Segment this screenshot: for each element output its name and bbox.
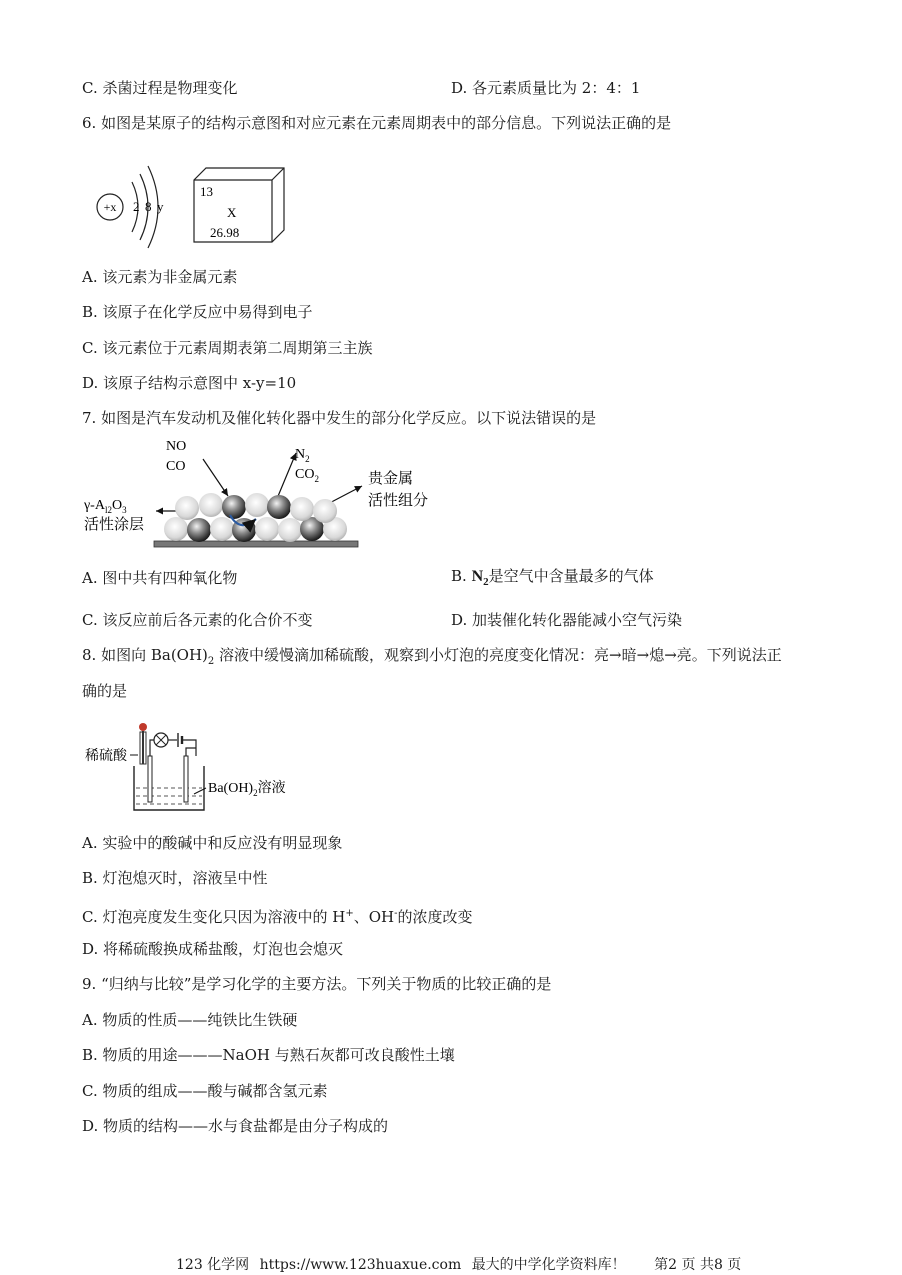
atom-structure-figure — [88, 160, 298, 250]
cell-symbol: X — [227, 205, 237, 220]
label-active-coating: 活性涂层 — [84, 515, 145, 533]
q8-stem-line2: 确的是 — [82, 682, 128, 700]
q6-option-b: B. 该原子在化学反应中易得到电子 — [82, 303, 313, 321]
conductivity-apparatus-figure — [82, 718, 312, 818]
q6-stem: 6. 如图是某原子的结构示意图和对应元素在元素周期表中的部分信息。下列说法正确的是 — [82, 114, 672, 132]
label-precious-metal: 贵金属 — [368, 469, 414, 487]
q6-option-c: C. 该元素位于元素周期表第二周期第三主族 — [82, 339, 373, 357]
q8-option-a: A. 实验中的酸碱中和反应没有明显现象 — [82, 834, 343, 852]
q5-option-c: C. 杀菌过程是物理变化 — [82, 79, 238, 97]
shell-2-electrons: 8 — [145, 199, 152, 214]
label-alumina: $\gamma-A_{l2}O_3$ — [84, 498, 127, 515]
footer-slogan: 最大的中学化学资料库！ — [471, 1257, 626, 1273]
q5-option-d: D. 各元素质量比为 2：4：1 — [451, 79, 641, 97]
shell-1-electrons: 2 — [133, 199, 140, 214]
q7-option-b: B. $N_2$是空气中含量最多的气体 — [451, 567, 654, 588]
q8-option-d: D. 将稀硫酸换成稀盐酸，灯泡也会熄灭 — [82, 940, 344, 958]
output-n2: N — [295, 447, 306, 462]
footer-site: 123 化学网 — [176, 1257, 250, 1273]
q7-option-a: A. 图中共有四种氧化物 — [82, 569, 238, 587]
q9-option-c: C. 物质的组成——酸与碱都含氢元素 — [82, 1082, 328, 1100]
q7-option-d: D. 加装催化转化器能减小空气污染 — [451, 611, 683, 629]
q9-stem: 9. “归纳与比较”是学习化学的主要方法。下列关于物质的比较正确的是 — [82, 975, 552, 993]
q6-option-d: D. 该原子结构示意图中 x-y=10 — [82, 374, 297, 392]
q9-option-d: D. 物质的结构——水与食盐都是由分子构成的 — [82, 1117, 389, 1135]
output-co2: CO — [295, 467, 315, 482]
svg-text:CO2: $CO_2$ — [295, 467, 319, 484]
label-dilute-sulfuric-acid: 稀硫酸 — [85, 748, 127, 764]
q8-option-b: B. 灯泡熄灭时，溶液呈中性 — [82, 869, 268, 887]
q7-option-c: C. 该反应前后各元素的化合价不变 — [82, 611, 313, 629]
label-active-component: 活性组分 — [368, 491, 429, 509]
cell-atomic-number: 13 — [200, 184, 213, 199]
q8-option-c: C. 灯泡亮度发生变化只因为溶液中的 H+、OH-的浓度改变 — [82, 908, 473, 926]
q8-stem: 8. 如图向 $Ba(OH)_2$ 溶液中缓慢滴加稀硫酸，观察到小灯泡的亮度变化情况：亮→暗→熄→亮。下列说法正 — [82, 646, 782, 667]
shell-3-electrons: y — [157, 199, 164, 214]
input-no: NO — [166, 439, 187, 454]
nucleus-label: +x — [103, 200, 117, 214]
svg-text:N2: $N_2$ — [295, 447, 310, 464]
label-baoh2-solution: $Ba(OH)_2$溶液 — [208, 780, 286, 798]
page-footer — [176, 1254, 747, 1274]
footer-page-number: 第2 页 共8 页 — [654, 1257, 742, 1273]
q9-option-a: A. 物质的性质——纯铁比生铁硬 — [82, 1011, 298, 1029]
cell-atomic-mass: 26.98 — [210, 225, 240, 240]
input-co: CO — [166, 459, 186, 474]
q7-stem: 7. 如图是汽车发动机及催化转化器中发生的部分化学反应。以下说法错误的是 — [82, 409, 597, 427]
q9-option-b: B. 物质的用途———NaOH 与熟石灰都可改良酸性土壤 — [82, 1046, 455, 1064]
footer-url[interactable]: https://www.123huaxue.com — [259, 1257, 462, 1273]
catalytic-converter-figure — [80, 433, 450, 558]
q6-option-a: A. 该元素为非金属元素 — [82, 268, 238, 286]
